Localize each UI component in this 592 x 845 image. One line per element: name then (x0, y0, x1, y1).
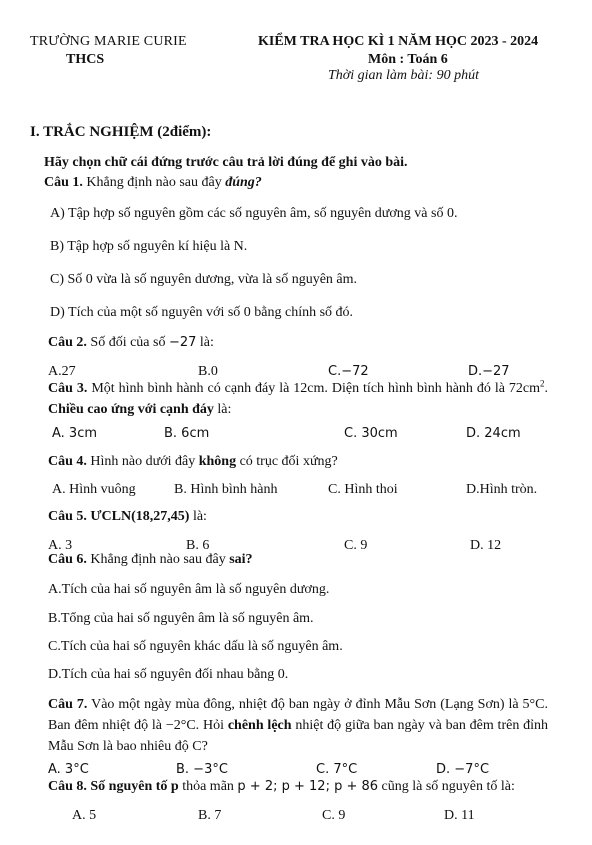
question-4-number: Câu 4. (48, 454, 87, 469)
question-5-number: Câu 5. (48, 509, 87, 524)
question-3-text: Một hình bình hành có cạnh đáy là 12cm. Diện tích hình bình hành đó là (91, 381, 505, 396)
question-1-emphasis: đúng? (225, 175, 262, 190)
question-3-suffix: là: (217, 402, 232, 417)
exam-duration: Thời gian làm bài: 90 phút (328, 68, 479, 83)
question-3-period: . (544, 381, 549, 396)
question-4-option-a: A. Hình vuông (52, 482, 136, 497)
question-4-option-b: B. Hình bình hành (174, 482, 278, 497)
question-2-option-b: B.0 (198, 364, 218, 379)
question-5-option-d: D. 12 (470, 538, 502, 553)
question-7-text-1: Vào một ngày mùa đông, nhiệt độ ban ngày ở đỉnh Mẫu Sơn (Lạng Sơn) là 5°C. Ban đêm nhiệt độ là −2°C. Hỏi (48, 697, 548, 733)
question-1-number: Câu 1. (44, 175, 83, 190)
question-3-area-exponent: 2 (540, 378, 545, 389)
question-2 (48, 335, 214, 351)
question-8-suffix: cũng là số nguyên tố là: (381, 779, 515, 794)
question-3-option-d: D. 24cm (466, 426, 521, 441)
question-7-text-2: nhiệt độ giữa ban ngày và ban đêm trên đỉnh Mẫu Sơn là bao nhiêu độ C? (48, 718, 549, 754)
section-instruction: Hãy chọn chữ cái đứng trước câu trả lời đúng để ghi vào bài. (44, 155, 408, 170)
question-2-option-d: D.−27 (468, 364, 510, 379)
question-3-bold: Chiều cao ứng với cạnh đáy (48, 402, 214, 417)
question-3-number: Câu 3. (48, 381, 88, 396)
question-2-text: Số đối của số (90, 335, 166, 350)
question-7-option-c: C. 7°C (316, 762, 358, 777)
question-1-option-b: B) Tập hợp số nguyên kí hiệu là N. (50, 239, 248, 254)
question-1 (44, 175, 262, 191)
exam-title: KIỂM TRA HỌC KÌ 1 NĂM HỌC 2023 - 2024 (258, 34, 539, 49)
question-8-option-c: C. 9 (322, 808, 346, 823)
question-1-text: Khẳng định nào sau đây (86, 175, 222, 190)
question-8-number: Câu 8. Số nguyên tố p (48, 779, 179, 794)
question-6-option-b: B.Tổng của hai số nguyên âm là số nguyên âm. (48, 611, 314, 626)
question-7-number: Câu 7. (48, 697, 88, 712)
question-3-option-b: B. 6cm (164, 426, 210, 441)
section-title: I. TRẮC NGHIỆM (2điểm): (30, 124, 212, 140)
school-level: THCS (66, 52, 105, 67)
question-4-option-c: C. Hình thoi (328, 482, 398, 497)
question-8-option-b: B. 7 (198, 808, 222, 823)
question-2-number: Câu 2. (48, 335, 87, 350)
question-6-option-a: A.Tích của hai số nguyên âm là số nguyên dương. (48, 582, 330, 597)
question-7-option-b: B. −3°C (176, 762, 228, 777)
question-4-bold: không (198, 454, 237, 469)
question-5 (48, 509, 207, 525)
question-7-bold: chênh lệch (227, 718, 292, 733)
question-6-option-d: D.Tích của hai số nguyên đối nhau bằng 0. (48, 667, 289, 682)
question-8-text: thỏa mãn (182, 779, 234, 794)
question-6-option-c: C.Tích của hai số nguyên khác dấu là số nguyên âm. (48, 639, 343, 654)
question-7 (48, 694, 548, 757)
question-4 (48, 454, 338, 470)
question-1-option-a: A) Tập hợp số nguyên gồm các số nguyên âm, số nguyên dương và số 0. (50, 206, 458, 221)
question-2-option-a: A.27 (48, 364, 76, 379)
question-3-option-c: C. 30cm (344, 426, 398, 441)
question-5-option-a: A. 3 (48, 538, 73, 553)
question-6-number: Câu 6. (48, 552, 87, 567)
question-4-option-d: D.Hình tròn. (466, 482, 538, 497)
question-2-math: −27 (168, 335, 197, 350)
question-5-suffix: là: (192, 509, 207, 524)
question-1-option-c: C) Số 0 vừa là số nguyên dương, vừa là số nguyên âm. (50, 272, 358, 287)
question-5-option-c: C. 9 (344, 538, 368, 553)
question-4-suffix: có trục đối xứng? (239, 454, 338, 469)
question-6 (48, 552, 253, 568)
question-3-option-a: A. 3cm (52, 426, 98, 441)
question-8 (48, 779, 515, 795)
question-3-area: 72cm (508, 381, 541, 396)
question-8-option-d: D. 11 (444, 808, 475, 823)
question-6-text: Khẳng định nào sau đây (90, 552, 226, 567)
question-2-option-c: C.−72 (328, 364, 369, 379)
question-5-math: ƯCLN(18,27,45) (90, 509, 190, 524)
question-6-emphasis: sai? (229, 552, 253, 567)
school-name: TRƯỜNG MARIE CURIE (30, 34, 187, 49)
exam-subject: Môn : Toán 6 (368, 52, 448, 67)
question-7-option-a: A. 3°C (48, 762, 89, 777)
question-5-option-b: B. 6 (186, 538, 210, 553)
question-8-math: p + 2; p + 12; p + 86 (237, 779, 379, 794)
question-1-option-d: D) Tích của một số nguyên với số 0 bằng chính số đó. (50, 305, 354, 320)
question-8-option-a: A. 5 (72, 808, 97, 823)
question-4-text: Hình nào dưới đây (90, 454, 196, 469)
question-3 (48, 378, 548, 420)
question-7-option-d: D. −7°C (436, 762, 490, 777)
question-2-suffix: là: (199, 335, 214, 350)
